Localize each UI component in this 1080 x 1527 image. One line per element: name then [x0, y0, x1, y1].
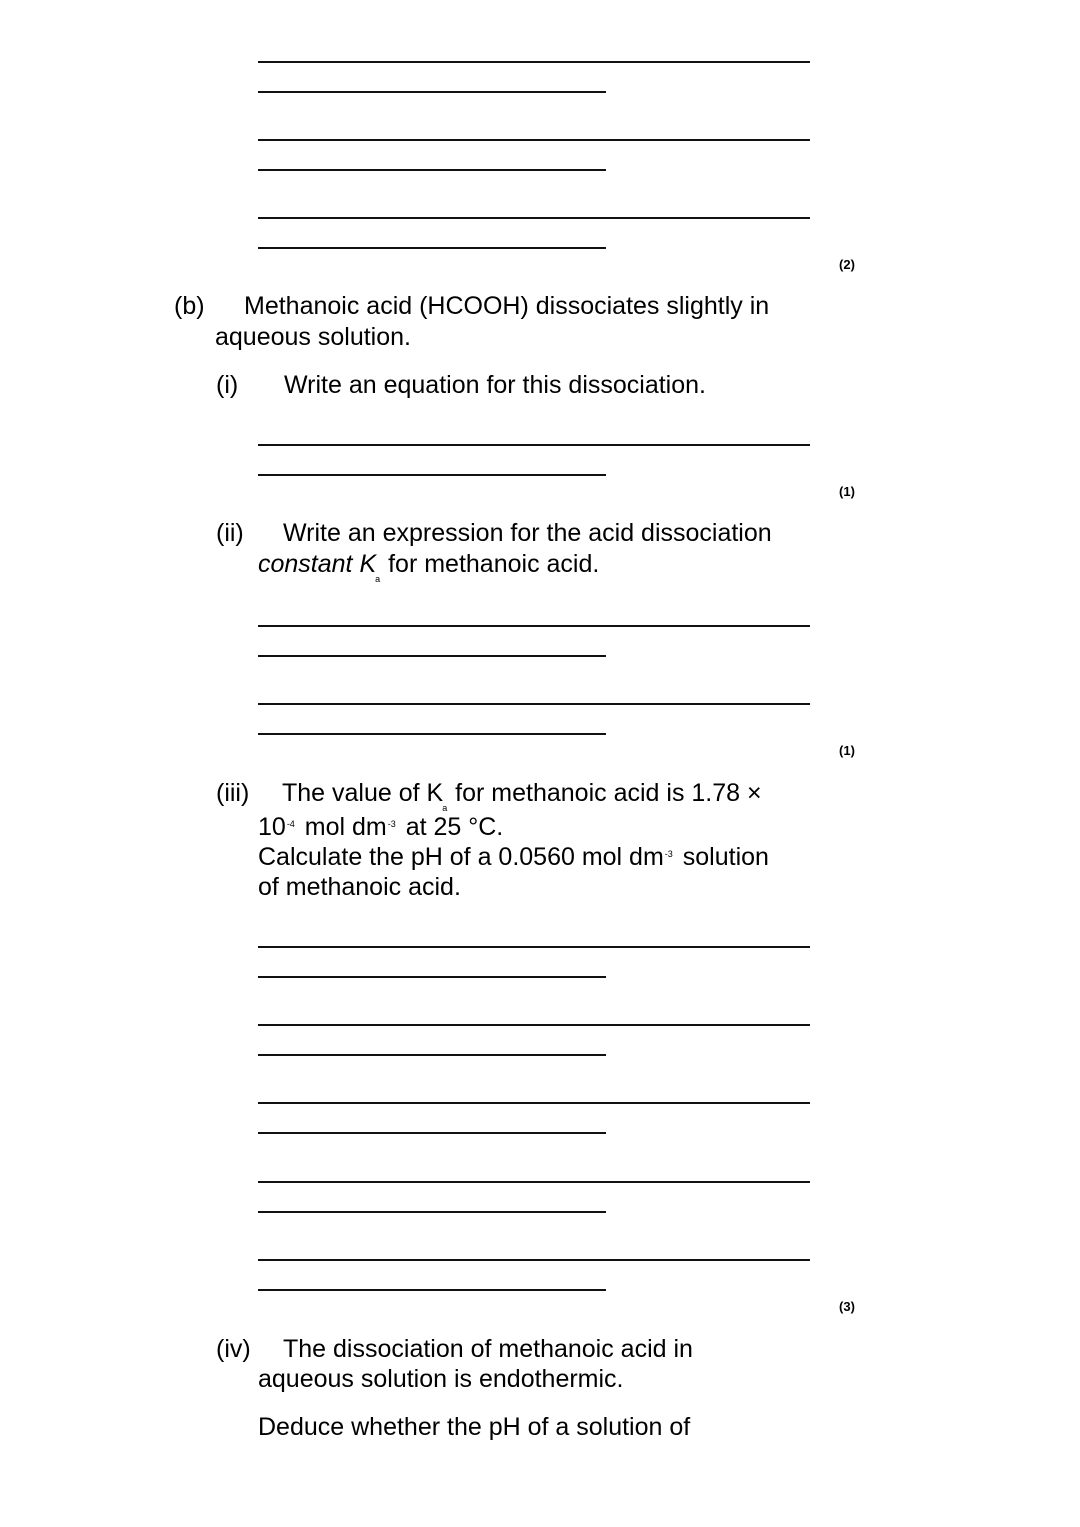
answer-line[interactable] — [258, 91, 606, 93]
exponent: -4 — [286, 819, 295, 829]
part-b-intro-line2: aqueous solution. — [215, 323, 411, 351]
answer-line[interactable] — [258, 655, 606, 657]
question-iii-label: (iii) — [216, 779, 250, 807]
question-i-text: Write an equation for this dissociation. — [284, 371, 706, 399]
answer-line[interactable] — [258, 139, 810, 141]
question-ii-line2-post: for methanoic acid. — [381, 550, 600, 578]
answer-line[interactable] — [258, 217, 810, 219]
question-iv-label: (iv) — [216, 1335, 251, 1363]
question-ii-line2-pre: constant K — [258, 550, 377, 578]
question-iii-line1-pre: The value of K — [282, 779, 444, 807]
question-iv-line3: Deduce whether the pH of a solution of — [258, 1413, 691, 1441]
question-iii-line2-pre: 10 — [258, 813, 286, 841]
marks-label: (3) — [839, 1299, 855, 1314]
answer-line[interactable] — [258, 1259, 810, 1261]
question-ii-line2 — [258, 549, 599, 584]
question-iv-line1: The dissociation of methanoic acid in — [283, 1335, 693, 1363]
answer-line[interactable] — [258, 733, 606, 735]
answer-line[interactable] — [258, 1024, 810, 1026]
part-b-intro-line1: Methanoic acid (HCOOH) dissociates slightly in — [244, 292, 770, 320]
question-iii-line1 — [282, 778, 762, 813]
question-iii-line2-post: at 25 °C. — [398, 813, 504, 841]
question-iii-line1-post: for methanoic acid is 1.78 × — [448, 779, 762, 807]
answer-line[interactable] — [258, 61, 810, 63]
question-iii-line3-post: solution — [675, 843, 769, 871]
answer-line[interactable] — [258, 703, 810, 705]
answer-line[interactable] — [258, 1289, 606, 1291]
exponent: -3 — [387, 819, 396, 829]
question-ii-line1: Write an expression for the acid dissociation — [283, 519, 772, 547]
marks-label: (2) — [839, 257, 855, 272]
answer-line[interactable] — [258, 169, 606, 171]
answer-line[interactable] — [258, 1054, 606, 1056]
answer-line[interactable] — [258, 1181, 810, 1183]
marks-label: (1) — [839, 484, 855, 499]
exponent: -3 — [664, 849, 673, 859]
ka-subscript: a — [442, 803, 448, 813]
answer-line[interactable] — [258, 1102, 810, 1104]
answer-line[interactable] — [258, 976, 606, 978]
answer-line[interactable] — [258, 946, 810, 948]
question-i-label: (i) — [216, 371, 239, 399]
question-iii-line2-mid: mol dm — [297, 813, 387, 841]
part-b-label: (b) — [174, 292, 205, 320]
answer-line[interactable] — [258, 247, 606, 249]
marks-label: (1) — [839, 743, 855, 758]
question-ii-label: (ii) — [216, 519, 244, 547]
answer-line[interactable] — [258, 1132, 606, 1134]
answer-line[interactable] — [258, 444, 810, 446]
question-iv-line2: aqueous solution is endothermic. — [258, 1365, 624, 1393]
question-iii-line4: of methanoic acid. — [258, 873, 461, 901]
answer-line[interactable] — [258, 1211, 606, 1213]
answer-line[interactable] — [258, 625, 810, 627]
answer-line[interactable] — [258, 474, 606, 476]
ka-subscript: a — [375, 574, 381, 584]
question-iii-line3-pre: Calculate the pH of a 0.0560 mol dm — [258, 843, 664, 871]
